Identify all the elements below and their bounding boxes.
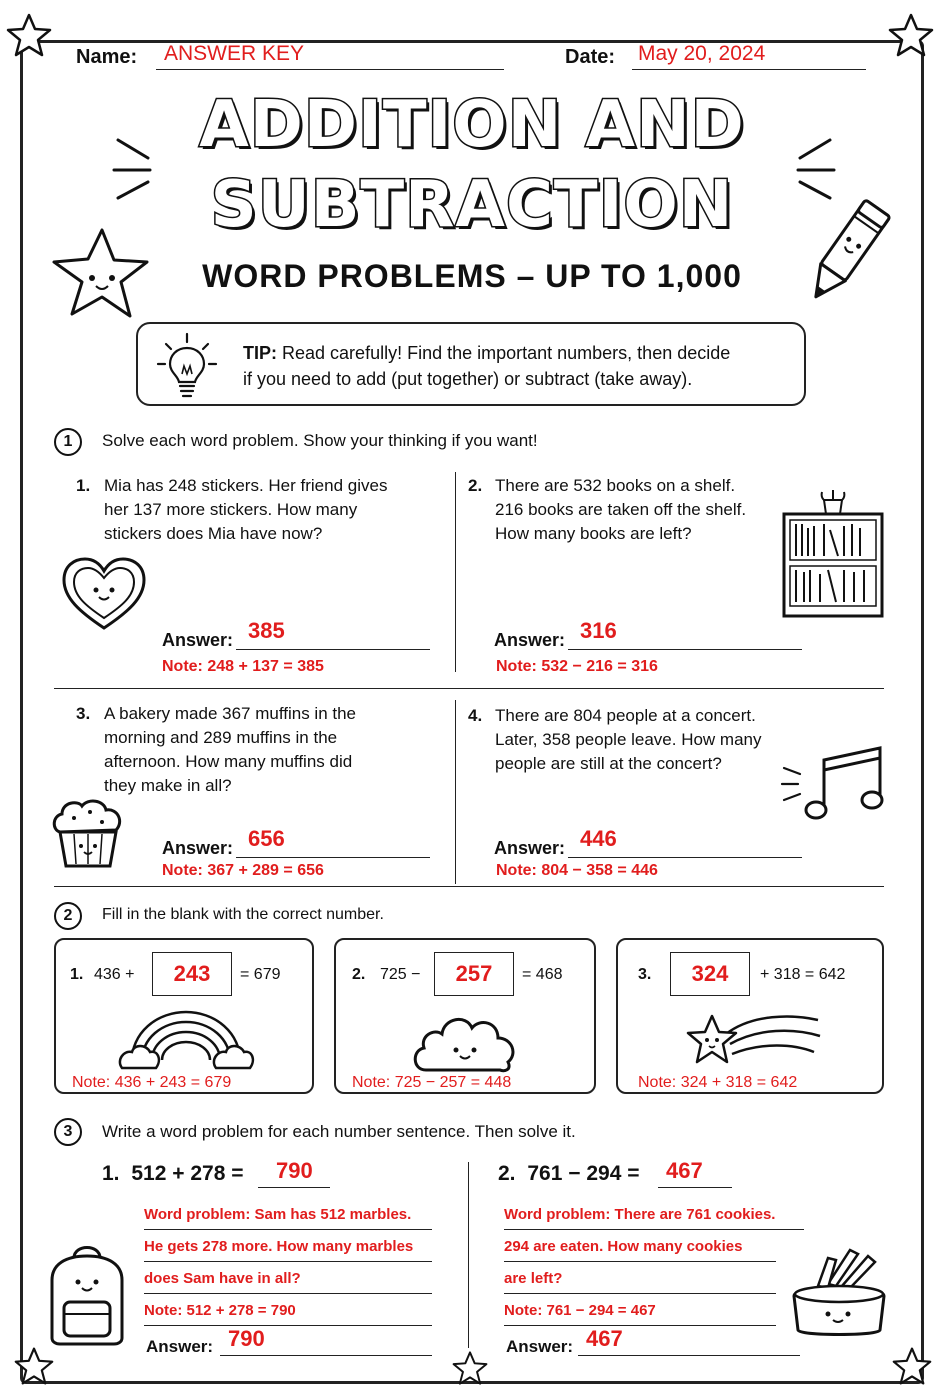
section-2-instruction: Fill in the blank with the correct number.: [102, 906, 384, 923]
answer-value: 316: [580, 618, 617, 643]
item-note: Note: 436 + 243 = 679: [72, 1074, 232, 1091]
item-number: 3.: [638, 966, 652, 983]
divider: [54, 688, 884, 689]
answer-note: Note: 804 − 358 = 446: [496, 862, 658, 879]
problem-text-line: There are 804 people at a concert.: [495, 706, 756, 725]
section-1-instruction: Solve each word problem. Show your thinking if you want!: [102, 431, 538, 450]
tip-line-2: if you need to add (put together) or subtract (take away).: [243, 369, 693, 389]
rainbow-icon: [118, 1006, 254, 1070]
title-line-2: SUBTRACTION: [210, 168, 734, 242]
cloud-icon: [410, 1010, 522, 1074]
fill-blank-card-2: [334, 938, 596, 1094]
problem-number: 3.: [76, 704, 91, 723]
problem-text-line: morning and 289 muffins in the: [104, 728, 338, 747]
problem-number: 1.: [76, 476, 91, 495]
blank-input[interactable]: 257: [434, 952, 514, 996]
problem-text-line: stickers does Mia have now?: [104, 524, 323, 543]
star-icon: [888, 12, 934, 58]
date-field[interactable]: [632, 42, 866, 70]
answer-value: 656: [248, 826, 285, 851]
problem-text-line: Later, 358 people leave. How many: [495, 730, 762, 749]
answer-label: Answer:: [162, 838, 234, 858]
heart-icon: [60, 556, 148, 632]
backpack-icon: [42, 1240, 132, 1348]
answer-label: Answer:: [494, 838, 566, 858]
divider: [455, 472, 456, 672]
music-note-icon: [780, 744, 888, 824]
divider: [54, 886, 884, 887]
item-number: 1.: [102, 1162, 120, 1185]
divider: [455, 700, 456, 884]
pencil-icon: [796, 192, 896, 312]
sentence: 761 − 294 =: [527, 1162, 640, 1185]
problem-number: 4.: [468, 706, 483, 725]
date-value: May 20, 2024: [638, 42, 766, 65]
answer-field[interactable]: [236, 826, 430, 858]
number-sentence-2: [498, 1162, 639, 1186]
result-field[interactable]: [258, 1158, 330, 1188]
answer-label: Answer:: [146, 1337, 214, 1356]
item-number: 2.: [498, 1162, 516, 1185]
expression-left: 436 +: [94, 966, 135, 983]
item-number: 1.: [70, 966, 84, 983]
star-icon: [14, 1346, 54, 1386]
date-label: Date:: [565, 46, 616, 68]
problem-number: 2.: [468, 476, 483, 495]
answer-label: Answer:: [162, 630, 234, 650]
answer-label: Answer:: [494, 630, 566, 650]
shooting-star-icon: [682, 1006, 822, 1078]
result-field[interactable]: [658, 1158, 732, 1188]
answer-field[interactable]: [578, 1326, 800, 1356]
divider: [468, 1162, 469, 1348]
answer-note: Note: 532 − 216 = 316: [496, 658, 658, 675]
fill-blank-card-1: [54, 938, 314, 1094]
problem-text-line: they make in all?: [104, 776, 232, 795]
problem-text-line: There are 532 books on a shelf.: [495, 476, 736, 495]
section-3-number: 3: [54, 1118, 82, 1146]
title-line-1: ADDITION AND: [199, 88, 745, 162]
fill-blank-card-3: [616, 938, 884, 1094]
pencil-cup-icon: [788, 1244, 890, 1340]
expression-right: + 318 = 642: [760, 966, 846, 983]
answer-value: 446: [580, 826, 617, 851]
answer-note: Note: 248 + 137 = 385: [162, 658, 324, 675]
expression-right: = 468: [522, 966, 563, 983]
section-2-number: 2: [54, 902, 82, 930]
answer-value: 385: [248, 618, 285, 643]
problem-text-line: people are still at the concert?: [495, 754, 722, 773]
section-3-instruction: Write a word problem for each number sentence. Then solve it.: [102, 1122, 576, 1141]
number-sentence-1: [102, 1162, 243, 1186]
problem-text-line: 216 books are taken off the shelf.: [495, 500, 747, 519]
answer-field[interactable]: [220, 1326, 432, 1356]
tip-line-1: Read carefully! Find the important numbers, then decide: [282, 343, 731, 363]
blank-input[interactable]: 243: [152, 952, 232, 996]
expression-left: 725 −: [380, 966, 421, 983]
name-field[interactable]: [156, 42, 504, 70]
star-icon: [452, 1350, 488, 1386]
word-problem-line[interactable]: 294 are eaten. How many cookies: [504, 1234, 776, 1262]
answer-field[interactable]: [568, 826, 802, 858]
star-character-icon: [50, 226, 150, 322]
result-value: 467: [666, 1158, 703, 1183]
word-problem-line[interactable]: Note: 512 + 278 = 790: [144, 1298, 432, 1326]
item-note: Note: 725 − 257 = 448: [352, 1074, 512, 1091]
word-problem-line[interactable]: Word problem: Sam has 512 marbles.: [144, 1202, 432, 1230]
tip-text: [243, 340, 730, 392]
sentence: 512 + 278 =: [131, 1162, 244, 1185]
section-1-number: 1: [54, 428, 82, 456]
result-value: 790: [276, 1158, 313, 1183]
subtitle: WORD PROBLEMS – UP TO 1,000: [202, 258, 742, 294]
answer-value: 467: [586, 1326, 623, 1351]
answer-field[interactable]: [568, 618, 802, 650]
word-problem-line[interactable]: Word problem: There are 761 cookies.: [504, 1202, 804, 1230]
answer-field[interactable]: [236, 618, 430, 650]
answer-value: 790: [228, 1326, 265, 1351]
name-value: ANSWER KEY: [164, 42, 305, 65]
expression-right: = 679: [240, 966, 281, 983]
bookshelf-icon: [780, 470, 886, 620]
tip-label: TIP:: [243, 343, 277, 363]
word-problem-line[interactable]: Note: 761 − 294 = 467: [504, 1298, 776, 1326]
name-label: Name:: [76, 46, 138, 68]
problem-text-line: A bakery made 367 muffins in the: [104, 704, 357, 723]
blank-input[interactable]: 324: [670, 952, 750, 996]
item-note: Note: 324 + 318 = 642: [638, 1074, 798, 1091]
word-problem-line[interactable]: does Sam have in all?: [144, 1266, 432, 1294]
problem-text-line: How many books are left?: [495, 524, 692, 543]
lightbulb-icon: [156, 330, 218, 400]
sparkle-lines-icon: [790, 130, 840, 200]
problem-text-line: afternoon. How many muffins did: [104, 752, 353, 771]
star-icon: [6, 12, 52, 58]
word-problem-line[interactable]: are left?: [504, 1266, 776, 1294]
cupcake-icon: [50, 796, 128, 870]
star-icon: [892, 1346, 932, 1386]
problem-text-line: Mia has 248 stickers. Her friend gives: [104, 476, 388, 495]
answer-label: Answer:: [506, 1337, 574, 1356]
word-problem-line[interactable]: He gets 278 more. How many marbles: [144, 1234, 432, 1262]
problem-text-line: her 137 more stickers. How many: [104, 500, 358, 519]
answer-note: Note: 367 + 289 = 656: [162, 862, 324, 879]
sparkle-lines-icon: [108, 130, 158, 200]
item-number: 2.: [352, 966, 366, 983]
